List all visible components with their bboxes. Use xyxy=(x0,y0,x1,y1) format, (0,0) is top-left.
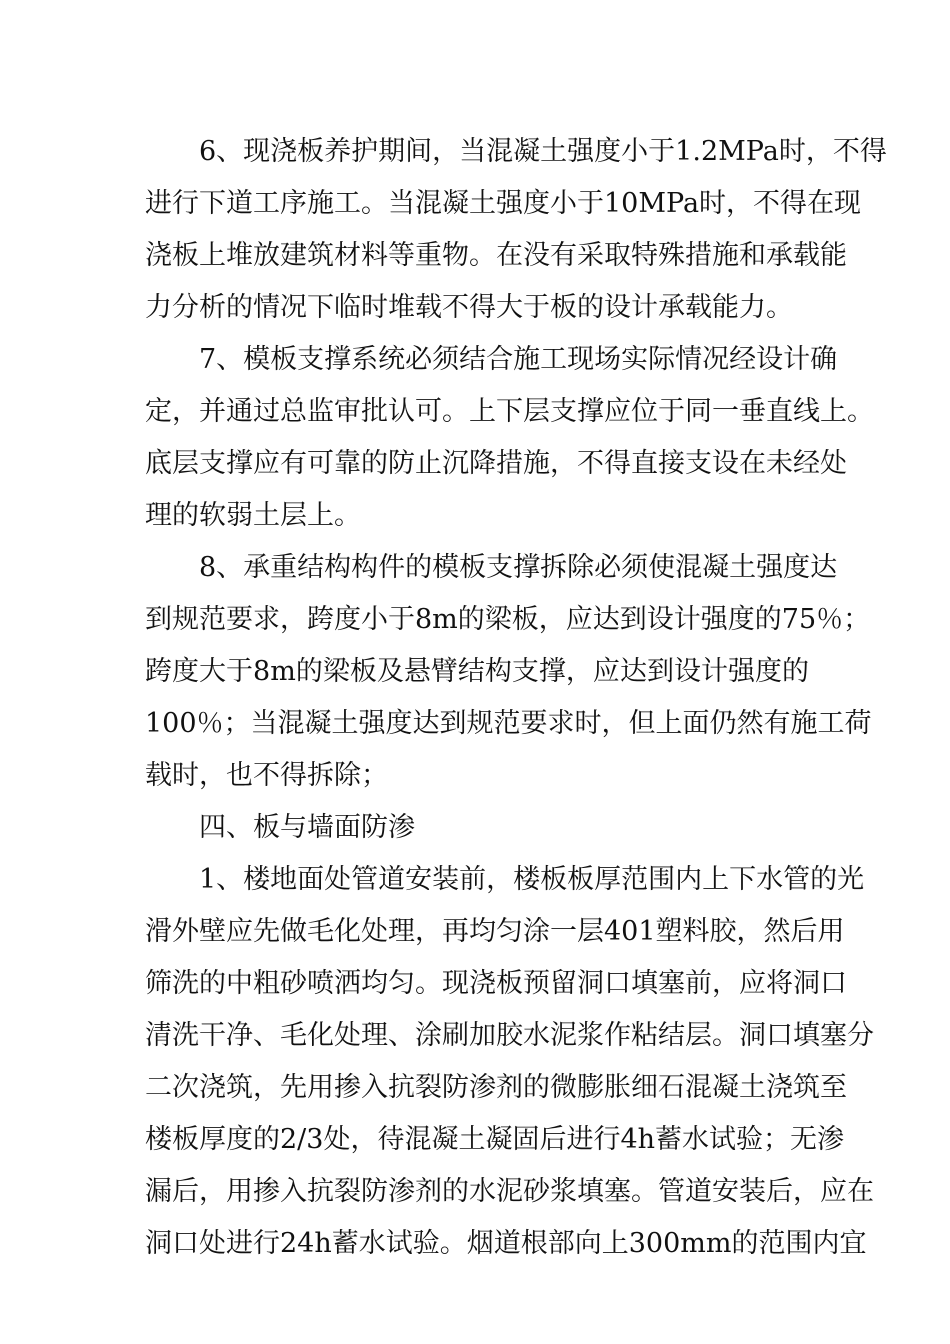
paragraph-6-line-4: 力分析的情况下临时堆载不得大于板的设计承载能力。 xyxy=(145,292,793,323)
paragraph-1-line-4: 清洗干净、毛化处理、涂刷加胶水泥浆作粘结层。洞口填塞分 xyxy=(145,1020,874,1051)
paragraph-6-line-3: 浇板上堆放建筑材料等重物。在没有采取特殊措施和承载能 xyxy=(145,240,847,271)
paragraph-8-line-5: 载时，也不得拆除； xyxy=(145,760,388,791)
paragraph-1-line-7: 漏后，用掺入抗裂防渗剂的水泥砂浆填塞。管道安装后，应在 xyxy=(145,1176,874,1207)
paragraph-6-line-1: 6、现浇板养护期间，当混凝土强度小于1.2MPa时，不得 xyxy=(199,136,887,167)
paragraph-8-line-1: 8、承重结构构件的模板支撑拆除必须使混凝土强度达 xyxy=(199,552,838,583)
paragraph-1-line-1: 1、楼地面处管道安装前，楼板板厚范围内上下水管的光 xyxy=(199,864,865,895)
paragraph-1-line-2: 滑外壁应先做毛化处理，再均匀涂一层401塑料胶，然后用 xyxy=(145,916,845,947)
paragraph-1-line-3: 筛洗的中粗砂喷洒均匀。现浇板预留洞口填塞前，应将洞口 xyxy=(145,968,847,999)
paragraph-8-line-4: 100％；当混凝土强度达到规范要求时，但上面仍然有施工荷 xyxy=(145,708,872,739)
paragraph-6-line-2: 进行下道工序施工。当混凝土强度小于10MPa时，不得在现 xyxy=(145,188,862,219)
paragraph-7-line-2: 定，并通过总监审批认可。上下层支撑应位于同一垂直线上。 xyxy=(145,396,874,427)
paragraph-1-line-5: 二次浇筑，先用掺入抗裂防渗剂的微膨胀细石混凝土浇筑至 xyxy=(145,1072,847,1103)
paragraph-8-line-2: 到规范要求，跨度小于8m的梁板，应达到设计强度的75％； xyxy=(145,604,871,635)
section-heading: 四、板与墙面防渗 xyxy=(199,812,415,843)
paragraph-1-line-6: 楼板厚度的2/3处，待混凝土凝固后进行4h蓄水试验；无渗 xyxy=(145,1124,845,1155)
paragraph-7-line-3: 底层支撑应有可靠的防止沉降措施，不得直接支设在未经处 xyxy=(145,448,847,479)
document-body xyxy=(145,126,887,1270)
paragraph-7-line-4: 理的软弱土层上。 xyxy=(145,500,361,531)
paragraph-1-line-8: 洞口处进行24h蓄水试验。烟道根部向上300mm的范围内宜 xyxy=(145,1228,867,1259)
paragraph-7-line-1: 7、模板支撑系统必须结合施工现场实际情况经设计确 xyxy=(199,344,838,375)
paragraph-8-line-3: 跨度大于8m的梁板及悬臂结构支撑，应达到设计强度的 xyxy=(145,656,809,687)
